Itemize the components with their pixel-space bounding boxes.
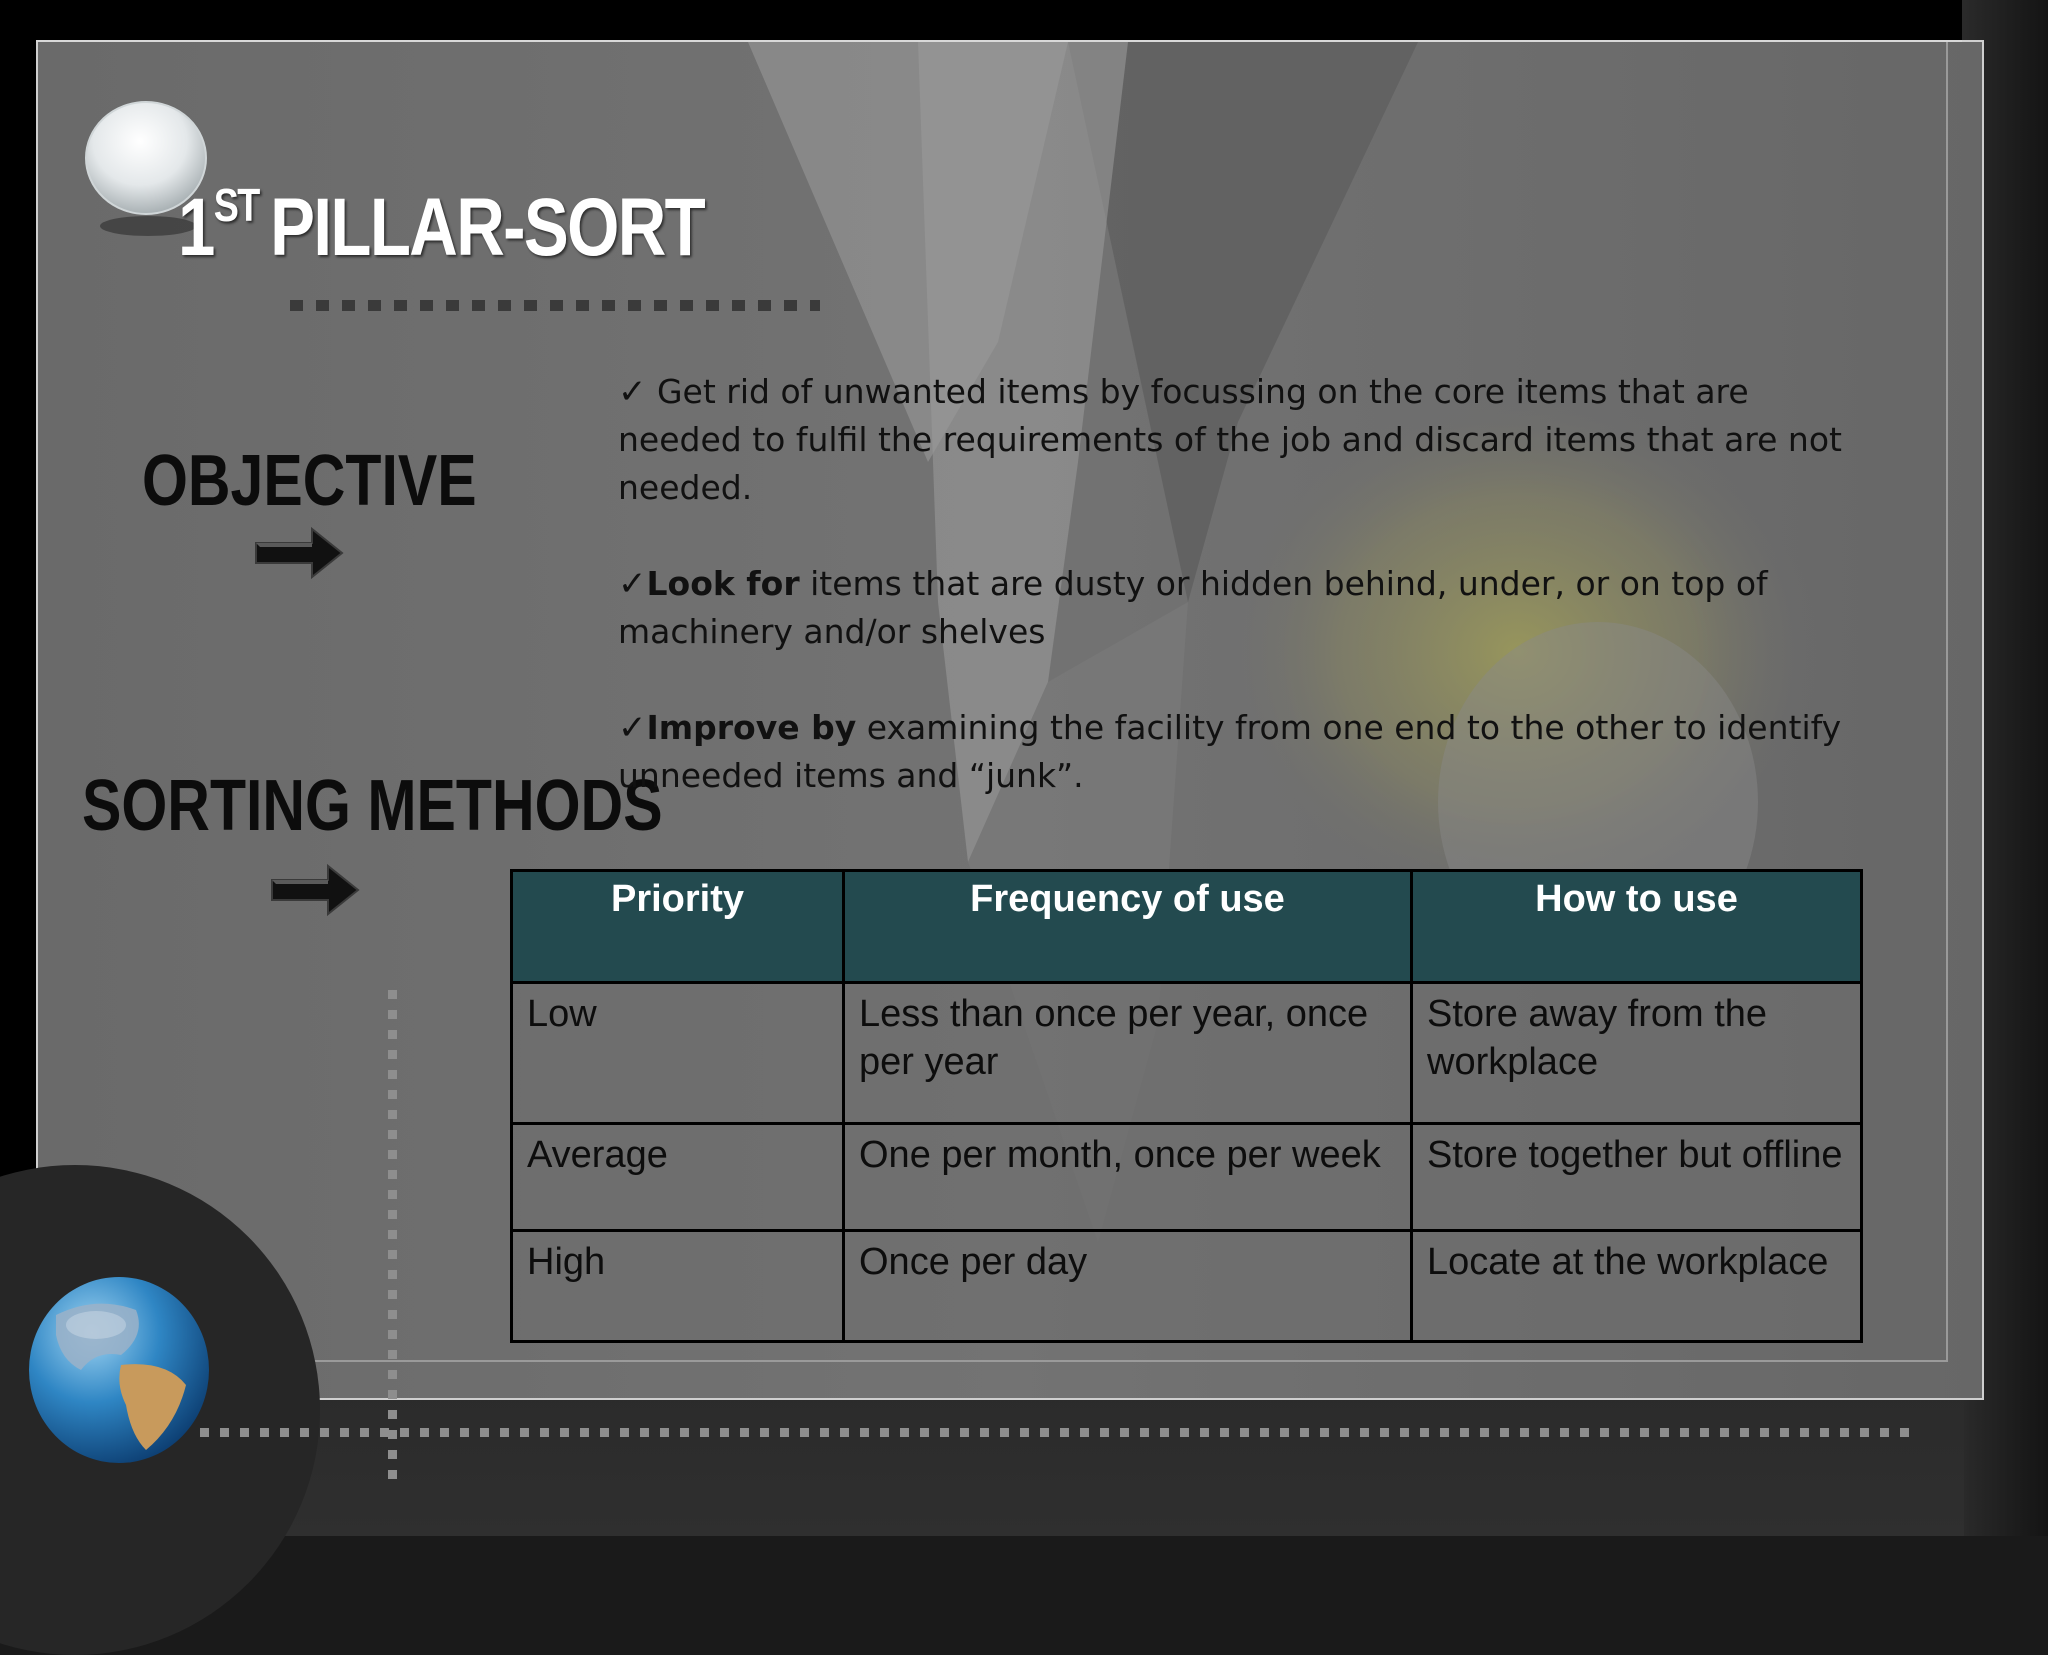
check-icon: ✓ — [618, 708, 647, 748]
objective-text: Get rid of unwanted items by focussing on the core items that are needed to fulfil the requirements of the job and discard items that are not needed. — [618, 372, 1842, 507]
table-cell: Locate at the workplace — [1412, 1231, 1862, 1342]
sorting-methods-heading: SORTING METHODS — [82, 766, 663, 846]
check-icon: ✓ — [618, 372, 647, 412]
objective-text: items that are dusty or hidden behind, under, or on top of machinery and/or shelves — [618, 564, 1768, 651]
horizontal-dotted-line — [200, 1428, 1920, 1437]
table-cell: Store away from the workplace — [1412, 983, 1862, 1124]
top-bar — [0, 0, 1962, 42]
slide-title — [178, 178, 704, 275]
arrow-right-icon — [254, 525, 344, 581]
column-header-how-to-use: How to use — [1412, 871, 1862, 983]
title-text: PILLAR-SORT — [270, 182, 705, 273]
check-icon: ✓ — [618, 564, 647, 604]
table-cell: Low — [512, 983, 844, 1124]
objective-item — [618, 368, 1878, 512]
table-cell: One per month, once per week — [844, 1124, 1412, 1231]
table-header-row — [512, 871, 1862, 983]
table-cell: Less than once per year, once per year — [844, 983, 1412, 1124]
sorting-methods-table — [510, 869, 1863, 1343]
table-row — [512, 1231, 1862, 1342]
table-cell: High — [512, 1231, 844, 1342]
objective-bold: Improve by — [646, 708, 857, 747]
objective-item — [618, 560, 1878, 656]
column-header-frequency: Frequency of use — [844, 871, 1412, 983]
left-bar — [0, 0, 36, 1200]
title-dotted-underline — [290, 300, 820, 311]
objective-heading: OBJECTIVE — [142, 441, 477, 521]
title-ordinal: ST — [213, 179, 259, 231]
table-cell: Store together but offline — [1412, 1124, 1862, 1231]
globe-icon — [26, 1275, 212, 1465]
table-row — [512, 1124, 1862, 1231]
title-number: 1 — [178, 182, 214, 273]
arrow-right-icon — [270, 862, 360, 918]
column-header-priority: Priority — [512, 871, 844, 983]
objective-list — [618, 368, 1878, 848]
objective-bold: Look for — [646, 564, 800, 603]
table-cell: Average — [512, 1124, 844, 1231]
objective-text: examining the facility from one end to the other to identify unneeded items and “junk”. — [618, 708, 1842, 795]
vertical-dotted-line — [388, 990, 397, 1480]
objective-item — [618, 704, 1878, 800]
table-cell: Once per day — [844, 1231, 1412, 1342]
table-row — [512, 983, 1862, 1124]
